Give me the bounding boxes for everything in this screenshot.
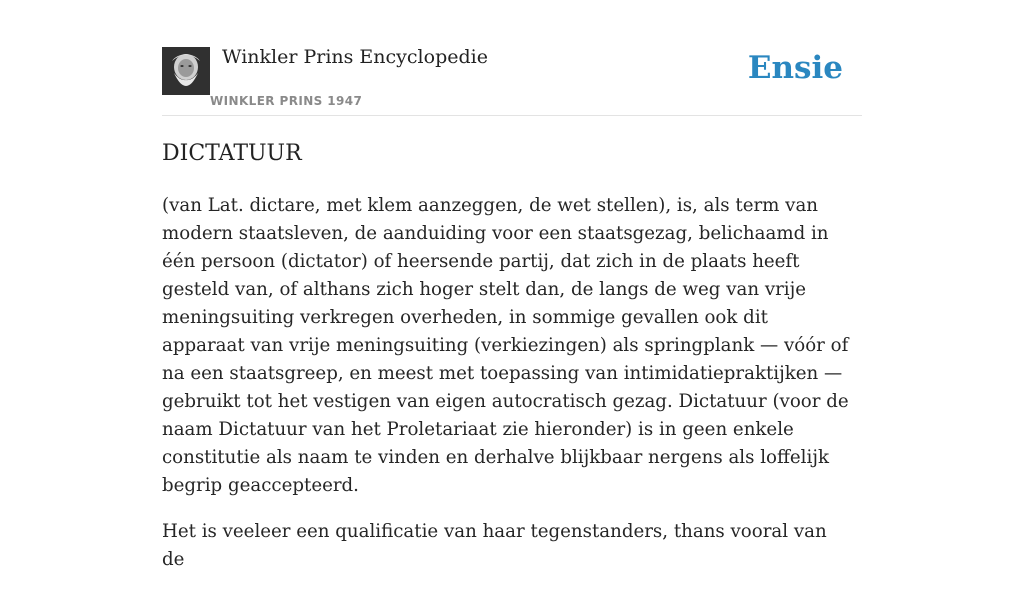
portrait-image: [162, 47, 210, 95]
source-name[interactable]: Winkler Prins Encyclopedie: [222, 46, 488, 68]
article-body: [162, 192, 852, 592]
article-paragraph: Het is veeleer een qualificatie van haar tegenstanders, thans vooral van de: [162, 521, 827, 570]
source-subtitle: WINKLER PRINS 1947: [210, 94, 363, 108]
source-header: [162, 45, 862, 116]
article-paragraph: (van Lat. dictare, met klem aanzeggen, de wet stellen), is, als term van modern staatsleven, de aanduiding voor een staatsgezag, belichaamd in één persoon (dictator) of heersende partij, dat zich in de plaats heeft gesteld van, of althans zich hoger stelt dan, de langs de weg van vrije meningsuiting verkregen overheden, in sommige gevallen ook dit apparaat van vrije meningsuiting (verkiezingen) als springplank — vóór of na een staatsgreep, en meest met toepassing van intimidatiepraktijken — gebruikt tot het vestigen van eigen autocratisch gezag. Dictatuur (voor de naam Dictatuur van het Proletariaat zie hieronder) is in geen enkele constitutie als naam te vinden en derhalve blijkbaar nergens als loffelijk begrip geaccepteerd.: [162, 195, 849, 496]
article-title: DICTATUUR: [162, 141, 302, 166]
brand-logo[interactable]: Ensie: [747, 50, 843, 86]
source-avatar[interactable]: [162, 47, 210, 95]
